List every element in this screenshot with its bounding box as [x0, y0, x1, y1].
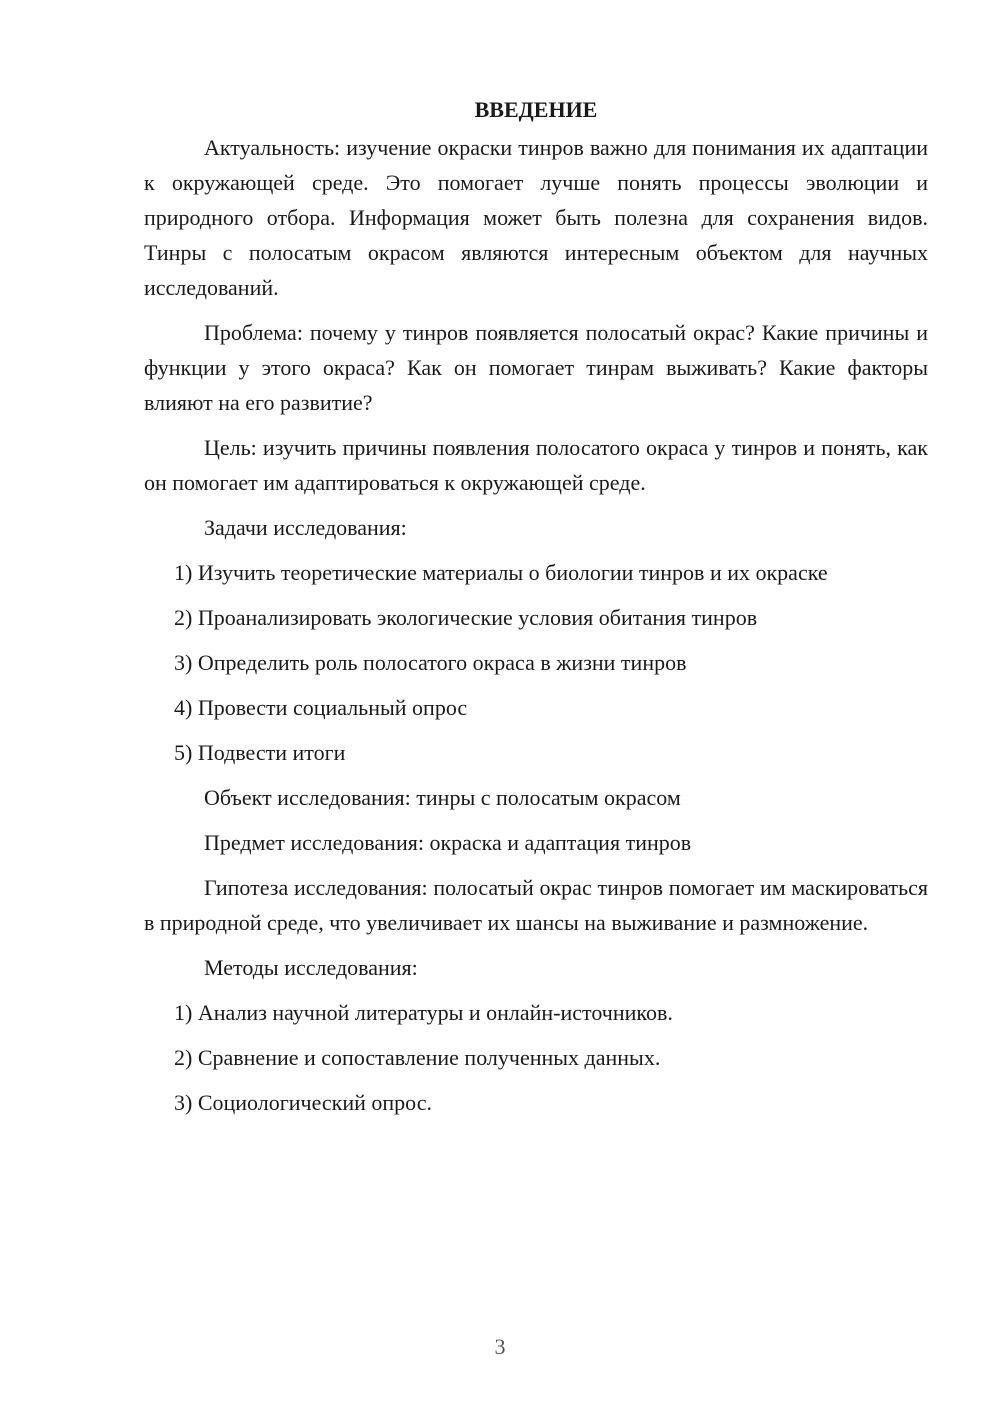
task-item: 4) Провести социальный опрос	[174, 695, 468, 720]
section-heading: ВВЕДЕНИЕ	[474, 97, 598, 122]
document-page	[144, 92, 928, 1130]
tasks-title: Задачи исследования:	[204, 515, 407, 540]
page-number: 3	[494, 1334, 506, 1359]
methods-title: Методы исследования:	[204, 955, 418, 980]
relevance-paragraph: Актуальность: изучение окраски тинров важно для понимания их адаптации к окружающей среде. Это помогает лучше понять процессы эволюции и природного отбора. Информация может быть полезна для сохранения видов. Тинры с полосатым окрасом являются интересным объектом для научных исследований.	[144, 135, 928, 300]
method-item: 2) Сравнение и сопоставление полученных данных.	[174, 1045, 661, 1070]
task-item: 3) Определить роль полосатого окраса в жизни тинров	[174, 650, 687, 675]
method-item: 1) Анализ научной литературы и онлайн-источников.	[174, 1000, 673, 1025]
task-item: 2) Проанализировать экологические условия обитания тинров	[174, 605, 758, 630]
task-item: 1) Изучить теоретические материалы о биологии тинров и их окраске	[174, 560, 828, 585]
problem-paragraph: Проблема: почему у тинров появляется полосатый окрас? Какие причины и функции у этого окраса? Как он помогает тинрам выживать? Какие факторы влияют на его развитие?	[144, 320, 928, 415]
goal-paragraph: Цель: изучить причины появления полосатого окраса у тинров и понять, как он помогает им адаптироваться к окружающей среде.	[144, 435, 928, 495]
task-item: 5) Подвести итоги	[174, 740, 346, 765]
method-item: 3) Социологический опрос.	[174, 1090, 432, 1115]
object-line: Объект исследования: тинры с полосатым окрасом	[204, 785, 681, 810]
subject-line: Предмет исследования: окраска и адаптация тинров	[204, 830, 692, 855]
hypothesis-paragraph: Гипотеза исследования: полосатый окрас тинров помогает им маскироваться в природной среде, что увеличивает их шансы на выживание и размножение.	[144, 875, 928, 935]
